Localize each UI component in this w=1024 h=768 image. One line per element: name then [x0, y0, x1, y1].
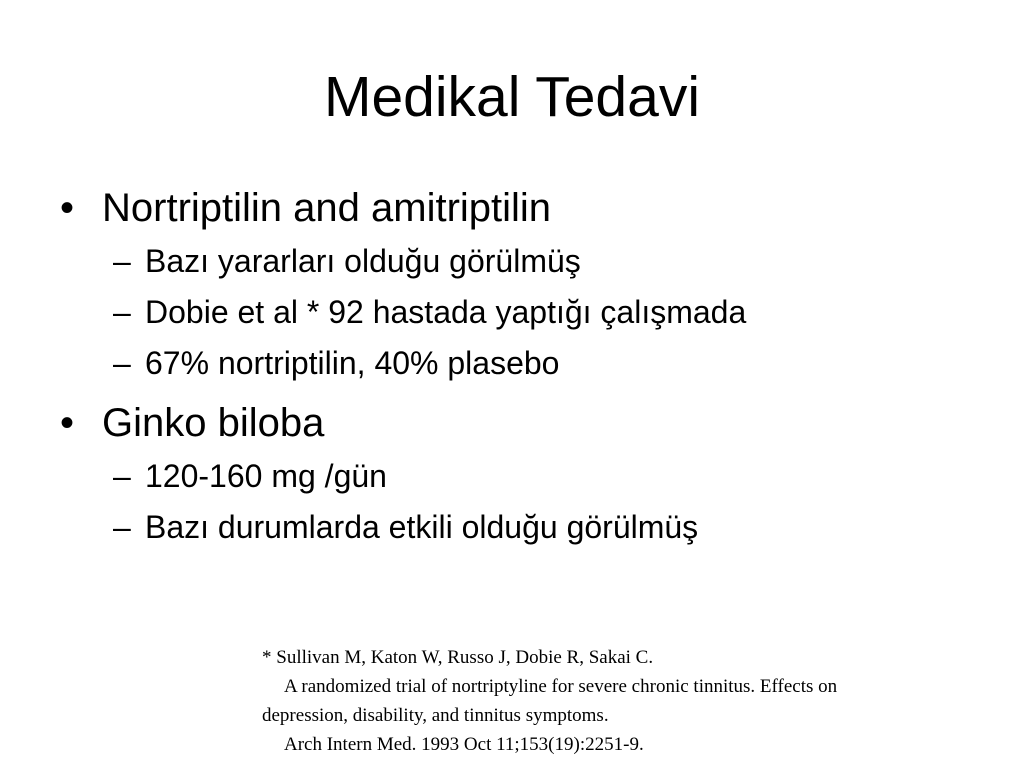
bullet-list [60, 180, 1000, 559]
sub-item-text: Dobie et al * 92 hastada yaptığı çalışmada [145, 294, 747, 330]
sub-marker: – [113, 345, 131, 381]
sub-marker: – [113, 243, 131, 279]
footnote-citation [262, 643, 1014, 759]
footnote-journal: Arch Intern Med. 1993 Oct 11;153(19):2251-9. [284, 734, 644, 755]
sub-marker: – [113, 509, 131, 545]
sub-item-text: 120-160 mg /gün [145, 458, 387, 494]
sub-item [60, 236, 1000, 287]
sub-item-text: Bazı durumlarda etkili olduğu görülmüş [145, 509, 699, 545]
sub-list-container [60, 236, 1000, 389]
footnote-title-continued: depression, disability, and tinnitus symptoms. [262, 705, 609, 726]
bullet-item [60, 395, 1000, 451]
sub-item-text: 67% nortriptilin, 40% plasebo [145, 345, 560, 381]
sub-item [60, 338, 1000, 389]
sub-list [60, 451, 1000, 553]
footnote-title-line: A randomized trial of nortriptyline for severe chronic tinnitus. Effects on [284, 676, 838, 697]
footnote-authors: * Sullivan M, Katon W, Russo J, Dobie R, Sakai C. [262, 647, 654, 668]
sub-list-container [60, 451, 1000, 553]
bullet-marker: • [60, 401, 75, 445]
sub-list [60, 236, 1000, 389]
bullet-text: Ginko biloba [102, 401, 325, 445]
sub-item [60, 502, 1000, 553]
sub-item-text: Bazı yararları olduğu görülmüş [145, 243, 581, 279]
bullet-text: Nortriptilin and amitriptilin [102, 186, 552, 230]
sub-item [60, 451, 1000, 502]
sub-marker: – [113, 294, 131, 330]
bullet-marker: • [60, 186, 75, 230]
sub-item [60, 287, 1000, 338]
sub-marker: – [113, 458, 131, 494]
slide-title: Medikal Tedavi [324, 65, 700, 129]
bullet-item [60, 180, 1000, 236]
